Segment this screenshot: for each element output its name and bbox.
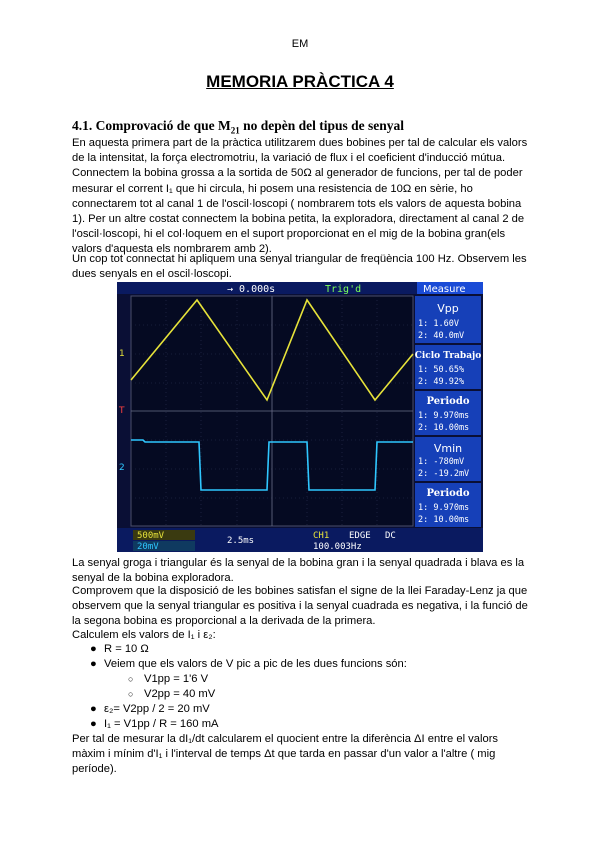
calc-list bbox=[72, 642, 528, 732]
intro-paragraph: En aquesta primera part de la pràctica utilitzarem dues bobines per tal de calcular els valors de la intensitat, la força electromotriu, la variació de flux i el coeficient d'inducció mútua. Connectem la bobina grossa a la sortida de 50Ω al generador de funcions, per tal de poder mesurar el corrent I₁ que hi circula, hi posem una resistencia de 10Ω en sèrie, ho connectarem tot al canal 1 de l'oscil·loscopi ( nombrarem tots els valors de aquesta bobina 1). Per un altre costat connectem la bobina petita, la exploradora, directament al canal 2 de l'oscil·loscopi, hi el col·loquem en el suport proporcionat en el mig de la bobina gran(els valors d'aquesta els nombrarem amb 2). bbox=[72, 137, 528, 256]
derivative-paragraph: Per tal de mesurar la dI₁/dt calcularem el quocient entre la diferència ΔI entre el valors màxim i mínim d'I₁ i l'interval de temps Δt que tarda en passar d'un valor a l'altre ( mig període). bbox=[72, 733, 499, 776]
measure-label: Measure bbox=[423, 284, 466, 295]
panel-period1-ch1: 1: 9.970ms bbox=[418, 411, 470, 421]
panel-duty-ch1: 1: 50.65% bbox=[418, 365, 465, 375]
faraday-paragraph: Comprovem que la disposició de les bobines satisfan el signe de la llei Faraday-Lenz ja que observem que la senyal triangular es positiva i la senyal cuadrada es negativa, i la funció de la segona bobina es proporcional a la derivada de la primera. bbox=[72, 585, 528, 628]
ch2-marker: 2 bbox=[119, 463, 125, 473]
trigger-type: EDGE bbox=[349, 531, 371, 541]
list-item: ● R = 10 Ω bbox=[90, 643, 149, 655]
panel-vmin-ch2: 2: -19.2mV bbox=[418, 469, 470, 479]
panel-vmin-title: Vmin bbox=[433, 442, 463, 455]
trigger-status: Trig'd bbox=[325, 284, 362, 295]
ch1-scale: 500mV bbox=[137, 531, 165, 541]
trigger-marker: T bbox=[119, 406, 125, 416]
panel-period1-ch2: 2: 10.00ms bbox=[418, 423, 470, 433]
timebase: 2.5ms bbox=[227, 536, 255, 546]
trigger-source: CH1 bbox=[313, 531, 330, 541]
panel-vmin-ch1: 1: -780mV bbox=[418, 457, 465, 467]
panel-vpp-title: Vpp bbox=[437, 302, 459, 315]
panel-vpp-ch2: 2: 40.0mV bbox=[418, 331, 465, 341]
page-title: MEMORIA PRÀCTICA 4 bbox=[206, 72, 394, 91]
trigger-frequency: 100.003Hz bbox=[313, 542, 362, 552]
sub-list-item: ○ V2pp = 40 mV bbox=[128, 688, 216, 700]
signal-paragraph: Un cop tot connectat hi apliquem una senyal triangular de freqüència 100 Hz. Observem les dues senyals en el oscil·loscopi. bbox=[72, 253, 527, 281]
panel-period2-title: Periodo bbox=[426, 488, 470, 499]
panel-duty-title: Ciclo Trabajo bbox=[414, 351, 482, 361]
panel-period1-title: Periodo bbox=[426, 396, 470, 407]
panel-period2-ch2: 2: 10.00ms bbox=[418, 515, 470, 525]
list-item: ● I₁ = V1pp / R = 160 mA bbox=[90, 718, 219, 730]
list-item: ● ε₂= V2pp / 2 = 20 mV bbox=[90, 703, 210, 715]
section-heading: 4.1. Comprovació de que $M_{21}$ no depèn del tipus de senyal bbox=[72, 118, 405, 136]
oscilloscope-screenshot bbox=[117, 282, 483, 552]
panel-vpp-ch1: 1: 1.60V bbox=[418, 319, 459, 329]
ch1-marker: 1 bbox=[119, 349, 125, 359]
ch2-scale: 20mV bbox=[137, 542, 159, 552]
list-item: ● Veiem que els valors de V pic a pic de les dues funcions són: bbox=[90, 658, 407, 670]
panel-period2-ch1: 1: 9.970ms bbox=[418, 503, 470, 513]
trigger-coupling: DC bbox=[385, 531, 396, 541]
page-header: EM bbox=[291, 38, 309, 50]
timebase-offset: → 0.000s bbox=[227, 284, 276, 295]
sub-list-item: ○ V1pp = 1'6 V bbox=[128, 673, 209, 685]
calc-paragraph: Calculem els valors de I₁ i ε₂: bbox=[72, 629, 216, 641]
panel-duty-ch2: 2: 49.92% bbox=[418, 377, 465, 387]
color-paragraph: La senyal groga i triangular és la senyal de la bobina gran i la senyal quadrada i blava es la senyal de la bobina exploradora. bbox=[72, 557, 525, 585]
